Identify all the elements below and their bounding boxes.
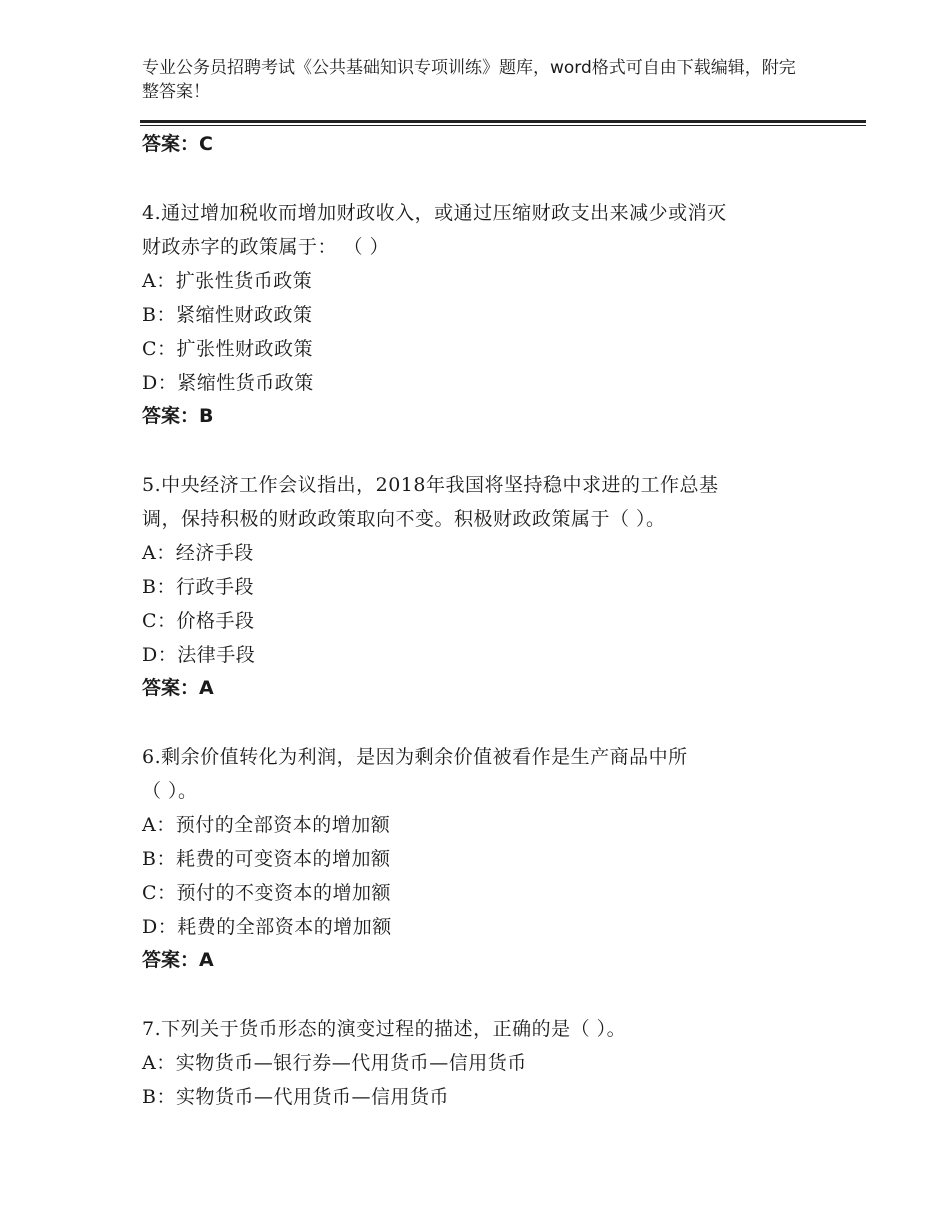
question-stem: 4.通过增加税收而增加财政收入，或通过压缩财政支出来减少或消灭 xyxy=(142,202,727,224)
answer-line xyxy=(142,400,832,432)
option-c: C：预付的不变资本的增加额 xyxy=(142,882,392,904)
question-stem: 5.中央经济工作会议指出，2018年我国将坚持稳中求进的工作总基 xyxy=(142,474,719,496)
page-header: 专业公务员招聘考试《公共基础知识专项训练》题库，word格式可自由下载编辑，附完整答案！ xyxy=(142,58,796,102)
option-c: C：扩张性财政政策 xyxy=(142,338,314,360)
option-d: D：紧缩性货币政策 xyxy=(142,372,314,394)
question-stem: （ ）。 xyxy=(142,780,198,802)
header-rule-thin xyxy=(140,125,866,126)
answer-value: A xyxy=(199,949,214,971)
option-a: A：扩张性货币政策 xyxy=(142,270,313,292)
option-b: B：实物货币—代用货币—信用货币 xyxy=(142,1086,449,1108)
answer-label: 答案： xyxy=(142,133,200,155)
option-b: B：行政手段 xyxy=(142,576,254,598)
question-stem: 调，保持积极的财政政策取向不变。积极财政政策属于（ ）。 xyxy=(142,508,666,530)
question-6 xyxy=(142,740,832,976)
answer-label: 答案： xyxy=(142,405,200,427)
answer-value: A xyxy=(199,677,214,699)
question-stem: 7.下列关于货币形态的演变过程的描述，正确的是（ ）。 xyxy=(142,1018,627,1040)
answer-line xyxy=(142,672,832,704)
option-a: A：预付的全部资本的增加额 xyxy=(142,814,391,836)
answer-label: 答案： xyxy=(142,677,200,699)
option-a: A：实物货币—银行券—代用货币—信用货币 xyxy=(142,1052,527,1074)
answer-line xyxy=(142,944,832,976)
header-rule-thick xyxy=(140,120,866,123)
option-b: B：耗费的可变资本的增加额 xyxy=(142,848,391,870)
option-a: A：经济手段 xyxy=(142,542,254,564)
answer-value: C xyxy=(199,133,213,155)
option-d: D：耗费的全部资本的增加额 xyxy=(142,916,392,938)
option-d: D：法律手段 xyxy=(142,644,256,666)
option-b: B：紧缩性财政政策 xyxy=(142,304,313,326)
question-stem: 6.剩余价值转化为利润，是因为剩余价值被看作是生产商品中所 xyxy=(142,746,688,768)
answer-value: B xyxy=(199,405,214,427)
answer-line xyxy=(142,128,832,160)
question-list xyxy=(142,128,832,1114)
question-5 xyxy=(142,468,832,704)
question-stem: 财政赤字的政策属于： （ ） xyxy=(142,236,390,258)
question-4 xyxy=(142,196,832,432)
answer-label: 答案： xyxy=(142,949,200,971)
question-7 xyxy=(142,1012,832,1114)
option-c: C：价格手段 xyxy=(142,610,255,632)
